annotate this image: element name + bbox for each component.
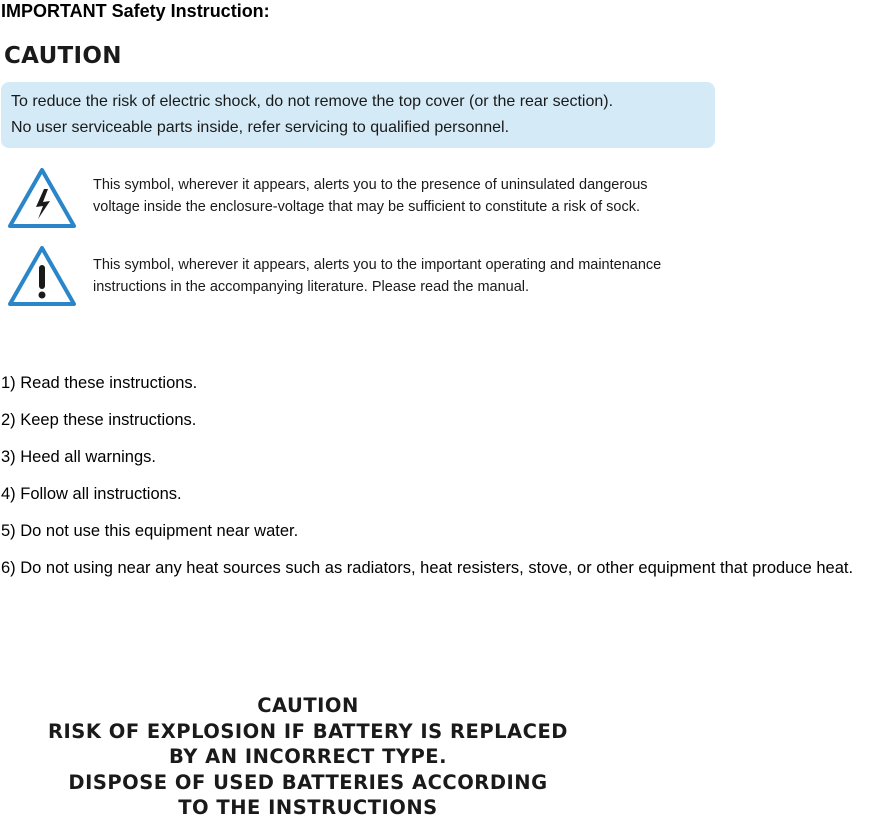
symbol-text-line: voltage inside the enclosure-voltage that may be sufficient to constitute a risk of sock.: [93, 199, 640, 215]
notice-line: To reduce the risk of electric shock, do not remove the top cover (or the rear section).: [11, 93, 614, 110]
list-item: 5) Do not use this equipment near water.: [1, 522, 299, 540]
exclamation-symbol-row: [7, 245, 727, 315]
exclamation-symbol-description: [93, 254, 661, 298]
battery-warning-line: CAUTION: [257, 694, 359, 717]
lightning-warning-icon: [7, 167, 77, 229]
lightning-symbol-description: [93, 174, 648, 218]
battery-warning-line: TO THE INSTRUCTIONS: [178, 796, 438, 819]
caution-title: CAUTION: [4, 43, 122, 69]
battery-warning-label: [20, 693, 596, 821]
list-item: 4) Follow all instructions.: [1, 485, 182, 503]
battery-warning-line: BY AN INCORRECT TYPE.: [168, 745, 448, 768]
list-item: 1) Read these instructions.: [1, 374, 198, 392]
symbol-text-line: instructions in the accompanying literature. Please read the manual.: [93, 279, 530, 295]
symbol-text-line: This symbol, wherever it appears, alerts you to the presence of uninsulated dangerous: [93, 177, 648, 193]
shock-notice-box: [1, 82, 715, 148]
page-title: IMPORTANT Safety Instruction:: [1, 1, 270, 21]
lightning-symbol-row: [7, 167, 727, 237]
list-item: 2) Keep these instructions.: [1, 411, 197, 429]
safety-instructions-list: [1, 365, 883, 587]
battery-warning-line: RISK OF EXPLOSION IF BATTERY IS REPLACED: [48, 719, 568, 743]
symbol-text-line: This symbol, wherever it appears, alerts you to the important operating and maintenance: [93, 257, 662, 273]
list-item: 6) Do not using near any heat sources such as radiators, heat resisters, stove, or other equipment that produce heat.: [1, 559, 854, 577]
battery-warning-line: DISPOSE OF USED BATTERIES ACCORDING: [68, 770, 548, 794]
exclamation-warning-icon: [7, 245, 77, 307]
notice-line: No user serviceable parts inside, refer servicing to qualified personnel.: [11, 119, 510, 136]
list-item: 3) Heed all warnings.: [1, 448, 156, 466]
